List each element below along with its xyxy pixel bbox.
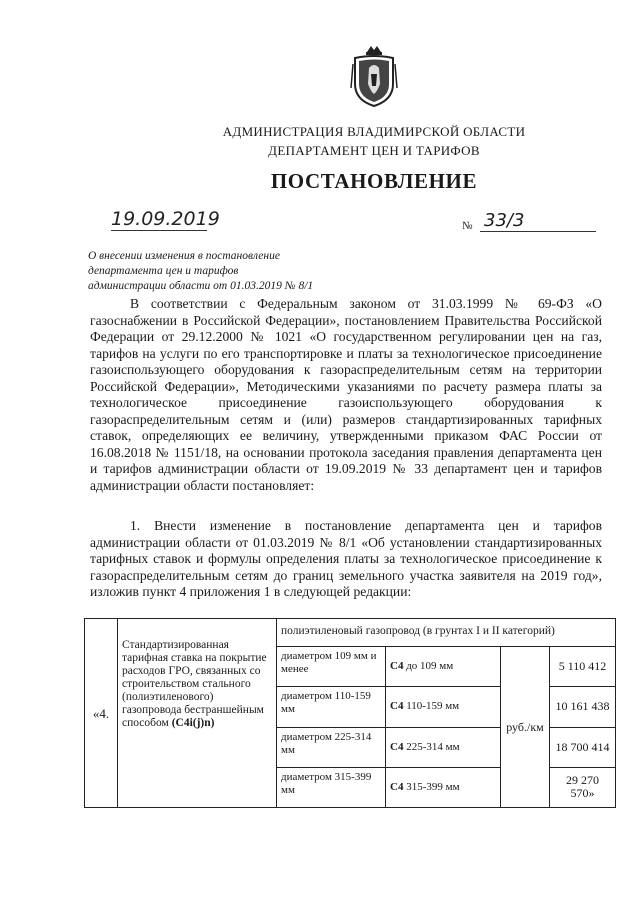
rate-code: (C4i(j)n) bbox=[171, 717, 215, 729]
unit-cell: руб./км bbox=[501, 647, 550, 808]
code-rest: 110-159 мм bbox=[403, 700, 460, 713]
org-name: АДМИНИСТРАЦИЯ ВЛАДИМИРСКОЙ ОБЛАСТИ bbox=[222, 124, 526, 139]
subject-line: О внесении изменения в постановление bbox=[88, 250, 280, 262]
rate-code-cell bbox=[386, 647, 501, 687]
number-label: № bbox=[462, 220, 473, 232]
diameter-range: диаметром 110-159 мм bbox=[277, 687, 386, 727]
document-subject bbox=[88, 249, 313, 294]
diameter-range: диаметром 225-314 мм bbox=[277, 727, 386, 767]
rate-code-cell bbox=[386, 767, 501, 807]
subject-line: департамента цен и тарифов bbox=[88, 265, 239, 277]
diameter-range: диаметром 109 мм и менее bbox=[277, 647, 386, 687]
item-number: «4. bbox=[85, 619, 118, 808]
rate-code-cell bbox=[386, 727, 501, 767]
code-rest: 225-314 мм bbox=[403, 740, 460, 753]
code-rest: 315-399 мм bbox=[403, 780, 460, 793]
rate-value: 10 161 438 bbox=[550, 687, 616, 727]
document-date: 19.09.2019 bbox=[111, 208, 220, 230]
diameter-range: диаметром 315-399 мм bbox=[277, 767, 386, 807]
code-prefix: C4 bbox=[390, 740, 404, 753]
document-title: ПОСТАНОВЛЕНИЕ bbox=[270, 169, 478, 193]
code-prefix: C4 bbox=[390, 780, 404, 793]
rate-value: 5 110 412 bbox=[550, 647, 616, 687]
resolution-paragraph: 1. Внести изменение в постановление департамента цен и тарифов администрации области от 01.03.2019 № 8/1 «Об установлении стандартизированных тарифных ставок и формулы определения платы за технологическое присоединение к газораспределительным сетям до границ земельного участка заявителя на 2019 год», изложив пункт 4 приложения 1 в следующей редакции: bbox=[90, 518, 602, 599]
document-number: 33/3 bbox=[480, 210, 596, 232]
rate-code-cell bbox=[386, 687, 501, 727]
code-rest: до 109 мм bbox=[403, 660, 454, 673]
preamble-paragraph: В соответствии с Федеральным законом от 31.03.1999 № 69-ФЗ «О газоснабжении в Российской Федерации», постановлением Правительства Российской Федерации от 29.12.2000 № 1021 «О государственном регулировании цен на газ, тарифов на услуги по его транспортировке и платы за технологическое присоединение газоиспользующего оборудования к газораспределительным сетям на территории Российской Федерации», Методическими указаниями по расчету размера платы за технологическое присоединение газоиспользующего оборудования к газораспределительным сетям и (или) размеров стандартизированных тарифных ставок, определяющих ее величину, утвержденными приказом ФАС России от 16.08.2018 № 1151/18, на основании протокола заседания правления департамента цен и тарифов администрации области от 19.09.2019 № 33 департамент цен и тарифов администрации области постановляет: bbox=[90, 296, 602, 493]
code-prefix: C4 bbox=[390, 700, 404, 713]
rate-value: 18 700 414 bbox=[550, 727, 616, 767]
department-name: ДЕПАРТАМЕНТ ЦЕН И ТАРИФОВ bbox=[268, 143, 480, 158]
subject-line: администрации области от 01.03.2019 № 8/1 bbox=[88, 280, 314, 292]
rate-value: 29 270 570» bbox=[550, 767, 616, 807]
code-prefix: C4 bbox=[390, 660, 404, 673]
tariff-table bbox=[84, 618, 616, 808]
rate-description-text: Стандартизированная тарифная ставка на покрытие расходов ГРО, связанных со строительством стального (полиэтиленового) газопровода бестраншейным способом bbox=[122, 639, 267, 729]
rate-description bbox=[118, 619, 277, 808]
coat-of-arms-icon bbox=[349, 44, 399, 108]
table-header: полиэтиленовый газопровод (в грунтах I и II категорий) bbox=[277, 619, 616, 647]
